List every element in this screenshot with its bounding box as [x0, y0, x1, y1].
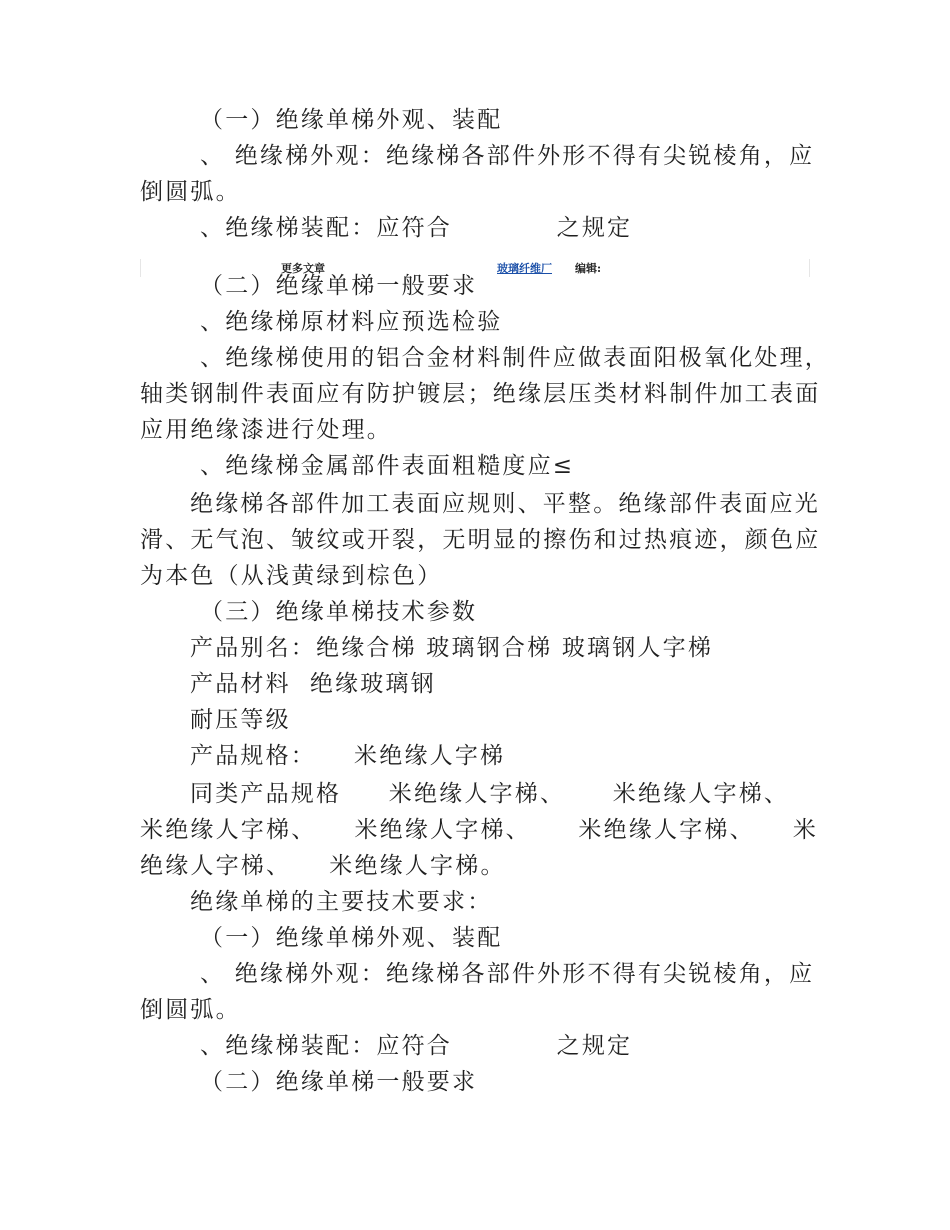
paragraph-line: 产品规格： 米绝缘人字梯 — [190, 743, 506, 769]
paragraph-line: 为本色（从浅黄绿到棕色） — [140, 563, 443, 589]
paragraph-line: 、绝缘梯金属部件表面粗糙度应≤ — [200, 453, 575, 479]
paragraph-line: 同类产品规格 米绝缘人字梯、 米绝缘人字梯、 — [190, 781, 790, 807]
section-heading-appearance: （一）绝缘单梯外观、装配 — [200, 107, 503, 133]
factory-link[interactable]: 玻璃纤维厂 — [497, 262, 552, 275]
paragraph-line: 、绝缘梯使用的铝合金材料制件应做表面阳极氧化处理， — [200, 345, 830, 371]
paragraph-line: 米绝缘人字梯、 米绝缘人字梯、 米绝缘人字梯、 米 — [140, 817, 819, 843]
paragraph-line: 绝缘人字梯、 米绝缘人字梯。 — [140, 853, 506, 879]
paragraph-line: 、 绝缘梯外观：绝缘梯各部件外形不得有尖锐棱角，应 — [200, 961, 815, 987]
paragraph-line: 产品别名：绝缘合梯 玻璃钢合梯 玻璃钢人字梯 — [190, 635, 714, 661]
paragraph-line: 产品材料 绝缘玻璃钢 — [190, 671, 436, 697]
paragraph-line: 轴类钢制件表面应有防护镀层；绝缘层压类材料制件加工表面 — [140, 381, 821, 407]
section-heading-general-requirements: （二）绝缘单梯一般要求 — [200, 1069, 478, 1095]
section-heading-appearance: （一）绝缘单梯外观、装配 — [200, 925, 503, 951]
paragraph-line: 应用绝缘漆进行处理。 — [140, 417, 392, 443]
paragraph-line: 倒圆弧。 — [140, 179, 241, 205]
paragraph-line: 、 绝缘梯外观：绝缘梯各部件外形不得有尖锐棱角，应 — [200, 143, 815, 169]
paragraph-line: 、绝缘梯原材料应预选检验 — [200, 309, 503, 335]
paragraph-line: 耐压等级 — [190, 707, 291, 733]
section-heading-general-requirements: （二）绝缘单梯一般要求 — [200, 273, 478, 299]
paragraph-line: 滑、无气泡、皱纹或开裂，无明显的擦伤和过热痕迹，颜色应 — [140, 527, 821, 553]
paragraph-line: 绝缘单梯的主要技术要求： — [190, 889, 493, 915]
more-articles-label: 更多文章 — [281, 262, 325, 275]
section-heading-technical-parameters: （三）绝缘单梯技术参数 — [200, 599, 478, 625]
paragraph-line: 、绝缘梯装配：应符合 之规定 — [200, 215, 633, 241]
paragraph-line: 倒圆弧。 — [140, 997, 241, 1023]
editor-label: 编辑: — [575, 262, 602, 275]
paragraph-line: 、绝缘梯装配：应符合 之规定 — [200, 1033, 633, 1059]
paragraph-line: 绝缘梯各部件加工表面应规则、平整。绝缘部件表面应光 — [190, 491, 820, 517]
